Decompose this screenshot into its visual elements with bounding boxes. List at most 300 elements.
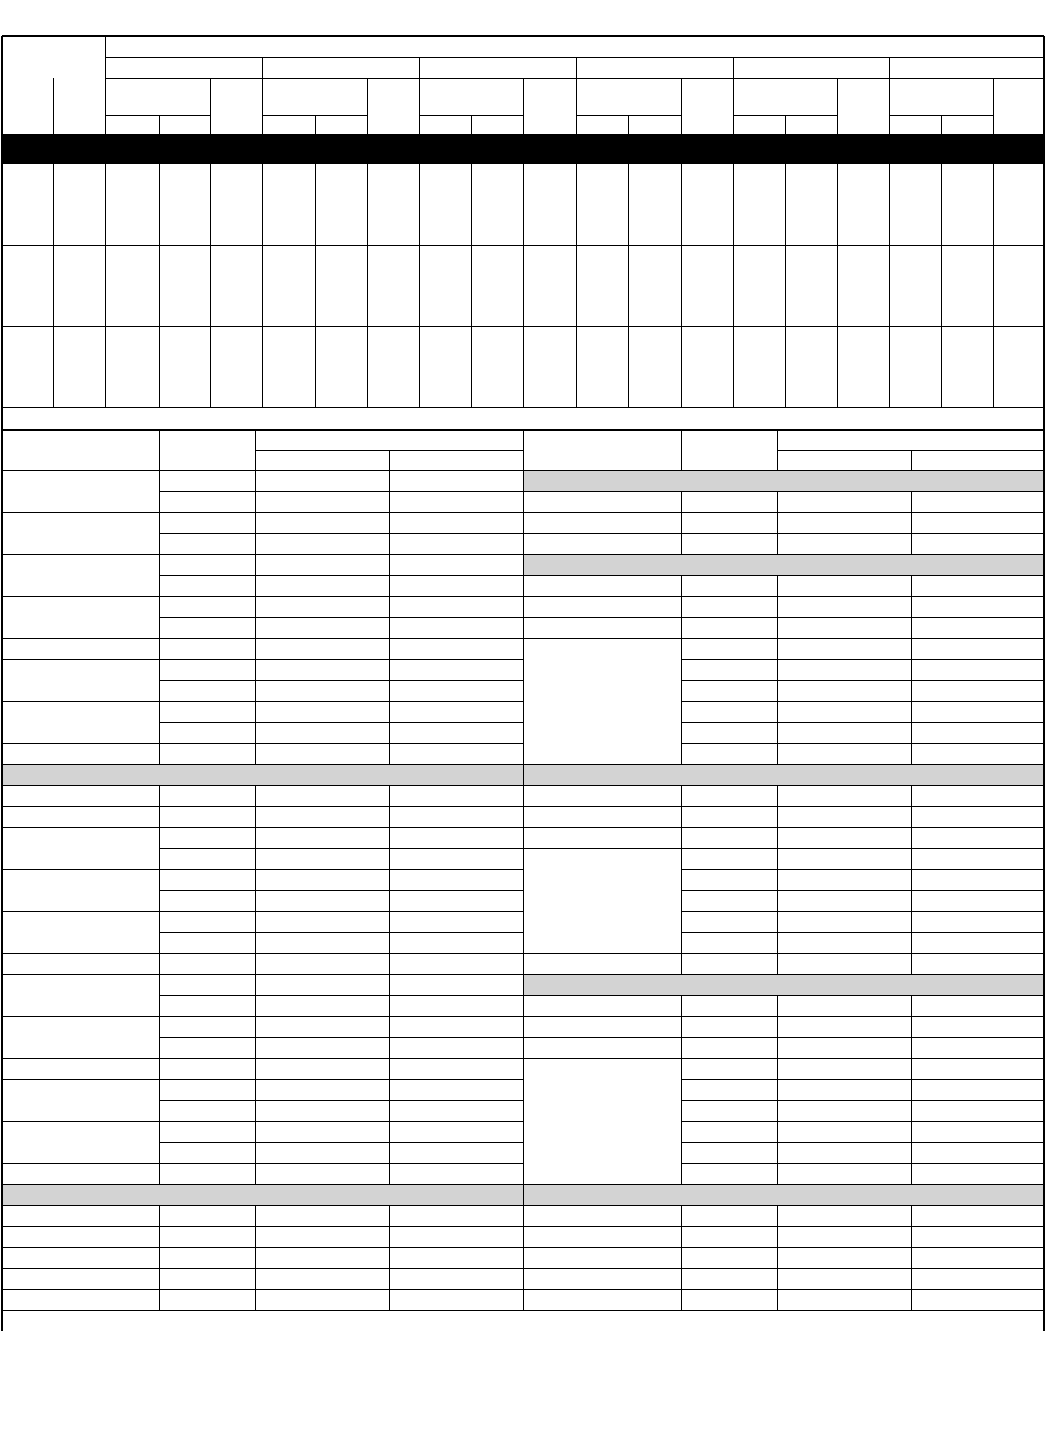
- table-row: [2, 1289, 523, 1290]
- table-column-line: [159, 1016, 160, 1037]
- table-column-line: [777, 1079, 778, 1100]
- panel-divider: [523, 722, 524, 743]
- table-column-line: [911, 806, 912, 827]
- lower-header-column-line: [777, 430, 778, 470]
- table-column-line: [777, 575, 778, 596]
- table-column-line: [255, 1079, 256, 1100]
- table-row: [681, 890, 1044, 891]
- table-column-line: [911, 722, 912, 743]
- table-row: [159, 1100, 523, 1101]
- table-row: [159, 1037, 523, 1038]
- table-column-line: [911, 638, 912, 659]
- table-column-line: [777, 596, 778, 617]
- table-column-line: [389, 1037, 390, 1058]
- panel-divider: [523, 1268, 524, 1289]
- table-column-line: [911, 848, 912, 869]
- table-column-line: [159, 722, 160, 743]
- table-column-line: [389, 806, 390, 827]
- table-row: [681, 932, 1044, 933]
- group-column-line: [419, 78, 420, 134]
- table-column-line: [389, 701, 390, 722]
- header-band: [2, 134, 1044, 164]
- table-column-line: [389, 512, 390, 533]
- panel-divider: [523, 932, 524, 953]
- table-row: [523, 554, 1044, 555]
- table-column-line: [681, 1037, 682, 1058]
- table-column-line: [911, 659, 912, 680]
- table-row: [2, 1205, 523, 1206]
- table-column-line: [159, 1037, 160, 1058]
- table-column-line: [681, 953, 682, 974]
- table-column-line: [777, 890, 778, 911]
- panel-divider: [523, 533, 524, 554]
- table-column-line: [159, 974, 160, 995]
- table-column-line: [159, 596, 160, 617]
- table-column-line: [389, 1079, 390, 1100]
- table-row: [523, 806, 1044, 807]
- table-column-line: [159, 1079, 160, 1100]
- table-column-line: [681, 1163, 682, 1184]
- table-column-line: [911, 680, 912, 701]
- table-column-line: [911, 1079, 912, 1100]
- table-column-line: [777, 680, 778, 701]
- panel-divider: [523, 1184, 524, 1205]
- table-column-line: [255, 743, 256, 764]
- table-row: [681, 1121, 1044, 1122]
- group-header-rule: [105, 57, 1044, 58]
- table-column-line: [911, 512, 912, 533]
- data-column-line: [681, 164, 682, 407]
- table-column-line: [159, 890, 160, 911]
- table-row: [523, 974, 1044, 975]
- table-row: [2, 596, 523, 597]
- table-column-line: [255, 533, 256, 554]
- table-column-line: [255, 890, 256, 911]
- table-column-line: [681, 785, 682, 806]
- pair-split-line: [628, 115, 629, 134]
- panel-divider: [523, 869, 524, 890]
- panel-divider: [523, 890, 524, 911]
- table-column-line: [911, 785, 912, 806]
- panel-divider: [523, 1079, 524, 1100]
- table-column-line: [681, 1079, 682, 1100]
- table-column-line: [389, 1247, 390, 1268]
- group-column-line: [576, 78, 577, 134]
- section-band-right: [523, 974, 1044, 995]
- table-column-line: [777, 512, 778, 533]
- pair-column-line: [681, 78, 682, 134]
- table-row: [2, 743, 523, 744]
- table-column-line: [911, 869, 912, 890]
- table-row: [523, 953, 1044, 954]
- table-column-line: [159, 659, 160, 680]
- pair-column-line: [993, 78, 994, 134]
- table-row: [2, 869, 523, 870]
- table-row: [2, 827, 523, 828]
- table-row: [681, 743, 1044, 744]
- table-column-line: [159, 512, 160, 533]
- table-row: [2, 953, 523, 954]
- table-column-line: [681, 995, 682, 1016]
- table-column-line: [389, 1226, 390, 1247]
- table-column-line: [255, 659, 256, 680]
- table-column-line: [911, 1142, 912, 1163]
- table-column-line: [255, 974, 256, 995]
- table-row: [159, 995, 523, 996]
- lower-header-column-line: [255, 430, 256, 470]
- table-column-line: [911, 1058, 912, 1079]
- panel-divider: [523, 785, 524, 806]
- table-row: [159, 890, 523, 891]
- table-column-line: [681, 1205, 682, 1226]
- table-column-line: [681, 1289, 682, 1310]
- table-column-line: [681, 1058, 682, 1079]
- data-column-line: [210, 164, 211, 407]
- form-top-border: [2, 35, 1044, 37]
- table-row: [681, 1079, 1044, 1080]
- data-column-line: [159, 164, 160, 407]
- data-column-line: [105, 164, 106, 407]
- table-row: [523, 638, 1044, 639]
- table-column-line: [777, 1163, 778, 1184]
- table-column-line: [255, 806, 256, 827]
- table-row: [681, 869, 1044, 870]
- table-column-line: [255, 1058, 256, 1079]
- data-column-line: [419, 164, 420, 407]
- table-row: [523, 1037, 1044, 1038]
- table-column-line: [911, 1121, 912, 1142]
- panel-divider: [523, 1037, 524, 1058]
- table-column-line: [255, 1289, 256, 1310]
- table-column-line: [389, 869, 390, 890]
- section-band-right: [523, 470, 1044, 491]
- table-column-line: [255, 869, 256, 890]
- table-column-line: [681, 1268, 682, 1289]
- lower-header-split: [911, 450, 912, 470]
- table-column-line: [911, 995, 912, 1016]
- data-column-line: [941, 164, 942, 407]
- table-column-line: [911, 575, 912, 596]
- panel-divider: [523, 701, 524, 722]
- data-column-line: [837, 164, 838, 407]
- table-column-line: [777, 1100, 778, 1121]
- table-row: [159, 848, 523, 849]
- table-column-line: [255, 638, 256, 659]
- table-column-line: [389, 1205, 390, 1226]
- data-column-line: [785, 164, 786, 407]
- table-column-line: [911, 596, 912, 617]
- table-column-line: [389, 932, 390, 953]
- table-column-line: [255, 596, 256, 617]
- table-column-line: [777, 1037, 778, 1058]
- table-column-line: [681, 638, 682, 659]
- table-column-line: [255, 1016, 256, 1037]
- table-column-line: [159, 1121, 160, 1142]
- panel-divider: [523, 659, 524, 680]
- table-row: [2, 470, 523, 471]
- table-row: [523, 1205, 1044, 1206]
- table-column-line: [389, 974, 390, 995]
- table-column-line: [681, 1016, 682, 1037]
- table-column-line: [911, 890, 912, 911]
- table-column-line: [389, 659, 390, 680]
- header-column-line: [53, 78, 54, 134]
- table-column-line: [255, 995, 256, 1016]
- table-column-line: [159, 680, 160, 701]
- lower-header-column-line: [523, 430, 524, 470]
- table-row: [2, 1226, 523, 1227]
- data-column-line: [576, 164, 577, 407]
- table-column-line: [159, 1268, 160, 1289]
- panel-divider: [523, 575, 524, 596]
- group-column-line: [889, 78, 890, 134]
- section-band-right: [523, 554, 1044, 575]
- table-row: [2, 911, 523, 912]
- pair-column-line: [523, 78, 524, 134]
- table-column-line: [159, 554, 160, 575]
- pair-split-line: [941, 115, 942, 134]
- group-column-line: [262, 78, 263, 134]
- table-column-line: [255, 1268, 256, 1289]
- table-column-line: [255, 827, 256, 848]
- table-column-line: [911, 1226, 912, 1247]
- data-column-line: [993, 164, 994, 407]
- table-row: [2, 1016, 523, 1017]
- table-column-line: [159, 491, 160, 512]
- data-column-line: [733, 164, 734, 407]
- table-column-line: [777, 995, 778, 1016]
- panel-divider: [523, 848, 524, 869]
- panel-divider: [523, 974, 524, 995]
- table-column-line: [681, 722, 682, 743]
- table-column-line: [159, 848, 160, 869]
- table-row: [681, 911, 1044, 912]
- panel-divider: [523, 617, 524, 638]
- panel-divider: [523, 1247, 524, 1268]
- table-column-line: [255, 1163, 256, 1184]
- table-column-line: [681, 848, 682, 869]
- table-column-line: [159, 1247, 160, 1268]
- panel-divider: [523, 596, 524, 617]
- table-row: [2, 1121, 523, 1122]
- table-column-line: [159, 1289, 160, 1310]
- table-column-line: [159, 806, 160, 827]
- table-row: [159, 533, 523, 534]
- table-column-line: [389, 911, 390, 932]
- table-column-line: [777, 1016, 778, 1037]
- table-row: [2, 1163, 523, 1164]
- panel-divider: [523, 806, 524, 827]
- table-column-line: [777, 785, 778, 806]
- pair-column-line: [367, 78, 368, 134]
- table-column-line: [255, 1205, 256, 1226]
- table-row: [523, 596, 1044, 597]
- table-column-line: [911, 533, 912, 554]
- table-column-line: [911, 1100, 912, 1121]
- table-column-line: [681, 869, 682, 890]
- table-column-line: [681, 1121, 682, 1142]
- table-row: [681, 1142, 1044, 1143]
- table-row: [2, 785, 523, 786]
- table-column-line: [159, 743, 160, 764]
- table-column-line: [159, 638, 160, 659]
- table-row: [523, 1184, 1044, 1185]
- table-column-line: [389, 1121, 390, 1142]
- table-column-line: [777, 848, 778, 869]
- table-row: [681, 722, 1044, 723]
- table-column-line: [389, 953, 390, 974]
- table-row: [2, 701, 523, 702]
- table-column-line: [389, 617, 390, 638]
- data-column-line: [889, 164, 890, 407]
- table-column-line: [255, 848, 256, 869]
- table-column-line: [911, 701, 912, 722]
- group-column-line: [105, 78, 106, 134]
- table-column-line: [681, 1226, 682, 1247]
- table-column-line: [777, 1247, 778, 1268]
- table-column-line: [255, 512, 256, 533]
- table-column-line: [777, 617, 778, 638]
- group-column-line: [733, 78, 734, 134]
- table-column-line: [159, 1163, 160, 1184]
- lower-header-column-line: [681, 430, 682, 470]
- table-row: [681, 680, 1044, 681]
- table-column-line: [911, 1289, 912, 1310]
- table-column-line: [777, 1226, 778, 1247]
- table-column-line: [389, 1289, 390, 1310]
- pair-column-line: [210, 78, 211, 134]
- table-column-line: [911, 1163, 912, 1184]
- table-column-line: [159, 785, 160, 806]
- table-column-line: [159, 533, 160, 554]
- table-column-line: [159, 1142, 160, 1163]
- table-row: [523, 1289, 1044, 1290]
- table-column-line: [911, 1205, 912, 1226]
- table-column-line: [255, 932, 256, 953]
- table-column-line: [777, 827, 778, 848]
- panel-divider: [523, 1163, 524, 1184]
- table-row: [159, 491, 523, 492]
- table-column-line: [389, 722, 390, 743]
- table-row: [2, 764, 523, 765]
- lower-header-column-line: [159, 430, 160, 470]
- table-column-line: [255, 491, 256, 512]
- table-column-line: [777, 533, 778, 554]
- panel-divider: [523, 743, 524, 764]
- table-column-line: [255, 953, 256, 974]
- group-subheader-rule: [105, 78, 1044, 79]
- table-column-line: [159, 932, 160, 953]
- table-column-line: [911, 953, 912, 974]
- panel-divider: [523, 554, 524, 575]
- table-column-line: [681, 932, 682, 953]
- panel-divider: [523, 953, 524, 974]
- table-column-line: [389, 995, 390, 1016]
- data-column-line: [53, 164, 54, 407]
- table-column-line: [159, 575, 160, 596]
- table-column-line: [255, 1247, 256, 1268]
- table-column-line: [159, 827, 160, 848]
- table-column-line: [777, 953, 778, 974]
- table-row: [2, 1184, 523, 1185]
- table-column-line: [911, 827, 912, 848]
- table-column-line: [255, 1037, 256, 1058]
- pair-split-line: [471, 115, 472, 134]
- table-column-line: [777, 1205, 778, 1226]
- table-column-line: [681, 680, 682, 701]
- table-row: [523, 1058, 1044, 1059]
- table-row: [2, 659, 523, 660]
- table-column-line: [389, 638, 390, 659]
- table-column-line: [159, 1100, 160, 1121]
- table-column-line: [681, 491, 682, 512]
- data-column-line: [367, 164, 368, 407]
- table-column-line: [681, 596, 682, 617]
- table-column-line: [255, 575, 256, 596]
- table-column-line: [389, 554, 390, 575]
- table-column-line: [159, 869, 160, 890]
- form-left-border: [1, 36, 3, 1331]
- table-column-line: [777, 911, 778, 932]
- data-column-line: [262, 164, 263, 407]
- table-row: [523, 617, 1044, 618]
- table-column-line: [777, 1058, 778, 1079]
- table-column-line: [159, 911, 160, 932]
- panel-divider: [523, 1100, 524, 1121]
- table-row: [523, 512, 1044, 513]
- table-column-line: [255, 680, 256, 701]
- table-column-line: [911, 1268, 912, 1289]
- panel-divider: [523, 1142, 524, 1163]
- table-column-line: [389, 1163, 390, 1184]
- table-column-line: [777, 932, 778, 953]
- panel-divider: [523, 491, 524, 512]
- table-column-line: [159, 470, 160, 491]
- panel-divider: [523, 1289, 524, 1310]
- table-column-line: [255, 554, 256, 575]
- table-column-line: [681, 1247, 682, 1268]
- panel-divider: [523, 1016, 524, 1037]
- table-column-line: [777, 722, 778, 743]
- table-column-line: [389, 848, 390, 869]
- table-row: [523, 470, 1044, 471]
- table-row: [159, 680, 523, 681]
- table-row: [159, 575, 523, 576]
- table-column-line: [255, 1226, 256, 1247]
- table-column-line: [681, 533, 682, 554]
- table-row: [2, 1058, 523, 1059]
- table-column-line: [159, 701, 160, 722]
- table-column-line: [389, 680, 390, 701]
- table-row: [523, 764, 1044, 765]
- table-column-line: [255, 911, 256, 932]
- table-column-line: [681, 743, 682, 764]
- pair-split-line: [159, 115, 160, 134]
- table-column-line: [159, 995, 160, 1016]
- panel-divider: [523, 638, 524, 659]
- table-row: [2, 1079, 523, 1080]
- table-column-line: [255, 617, 256, 638]
- table-column-line: [911, 1016, 912, 1037]
- panel-divider: [523, 1121, 524, 1142]
- table-row: [681, 1100, 1044, 1101]
- table-column-line: [911, 617, 912, 638]
- table-column-line: [389, 890, 390, 911]
- table-column-line: [777, 806, 778, 827]
- table-column-line: [255, 722, 256, 743]
- table-column-line: [681, 806, 682, 827]
- table-row: [159, 932, 523, 933]
